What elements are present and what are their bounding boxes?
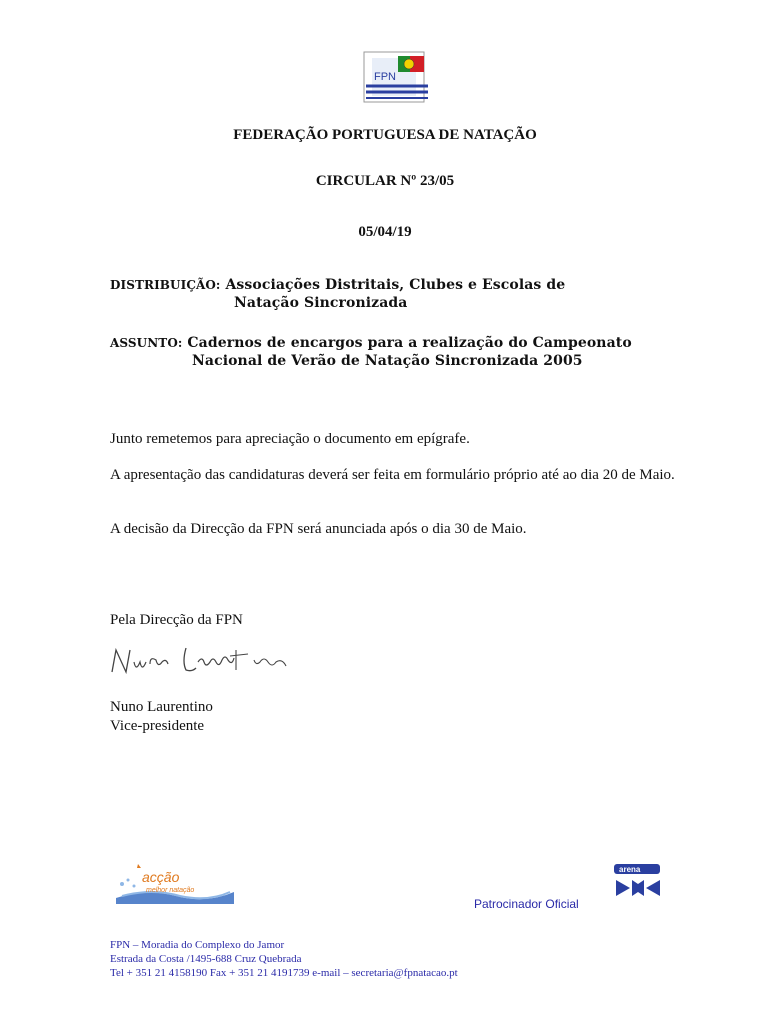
- organization-title: FEDERAÇÃO PORTUGUESA DE NATAÇÃO: [233, 127, 537, 143]
- closing-line: Pela Direcção da FPN: [110, 612, 243, 628]
- svg-text:FPN: FPN: [374, 71, 396, 83]
- footer-address: [110, 938, 458, 980]
- body-paragraph-2: A apresentação das candidaturas deverá ser feita em formulário próprio até ao dia 20 de Maio.: [110, 467, 675, 483]
- official-sponsor-label: Patrocinador Oficial: [474, 897, 579, 911]
- circular-number: CIRCULAR Nº 23/05: [315, 173, 455, 189]
- body-paragraph-1: Junto remetemos para apreciação o documento em epígrafe.: [110, 431, 470, 447]
- circular-date: 05/04/19: [358, 224, 412, 240]
- subject-label: ASSUNTO:: [110, 336, 183, 350]
- subject-line1: Cadernos de encargos para a realização do Campeonato: [187, 335, 632, 351]
- svg-text:arena: arena: [619, 865, 641, 874]
- signatory-name: Nuno Laurentino: [110, 699, 213, 715]
- signatory-role: Vice-presidente: [110, 718, 205, 734]
- fpn-logo: [362, 50, 432, 106]
- arena-logo: [610, 862, 668, 898]
- distribution-line2: Natação Sincronizada: [234, 295, 408, 311]
- distribution-block: [110, 276, 710, 312]
- footer-line-2: Estrada da Costa /1495-688 Cruz Quebrada: [110, 953, 302, 965]
- handwritten-signature: [108, 642, 298, 682]
- body-paragraph-3: A decisão da Direcção da FPN será anunciada após o dia 30 de Maio.: [110, 521, 527, 537]
- footer-line-3: Tel + 351 21 4158190 Fax + 351 21 4191739 e-mail – secretaria@fpnatacao.pt: [110, 967, 458, 979]
- footer-line-1: FPN – Moradia do Complexo do Jamor: [110, 939, 285, 951]
- accao-melhor-natacao-logo: [112, 858, 236, 906]
- distribution-line1: Associações Distritais, Clubes e Escolas de: [225, 277, 566, 293]
- distribution-label: DISTRIBUIÇÃO:: [110, 278, 221, 292]
- subject-block: [110, 334, 710, 370]
- subject-line2: Nacional de Verão de Natação Sincronizada 2005: [192, 353, 583, 369]
- svg-text:acção: acção: [142, 869, 180, 885]
- svg-text:melhor natação: melhor natação: [146, 887, 195, 894]
